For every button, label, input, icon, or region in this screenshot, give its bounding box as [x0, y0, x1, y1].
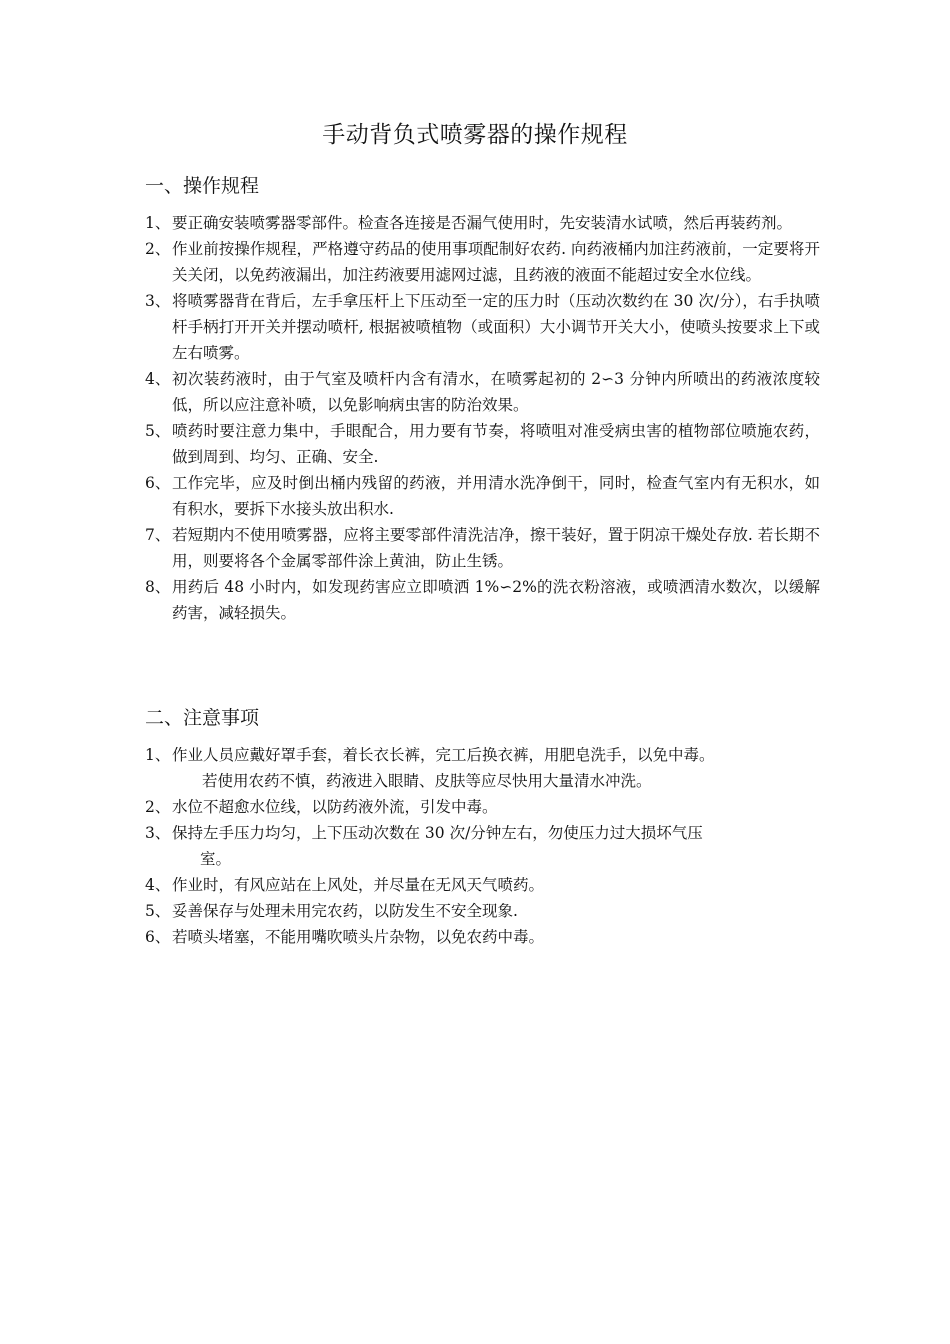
list-item: [145, 470, 820, 522]
item-number: 6、: [145, 474, 171, 492]
list-item: [145, 236, 820, 288]
list-item: [145, 872, 820, 898]
list-item: [145, 522, 820, 574]
item-text: 若短期内不使用喷雾器，应将主要零部件清洗洁净，擦干装好，置于阴凉干燥处存放. 若长期不用，则要将各个金属零部件涂上黄油，防止生锈。: [172, 526, 820, 570]
item-number: 5、: [145, 422, 171, 440]
item-number: 8、: [145, 578, 171, 596]
item-text: 作业时，有风应站在上风处，并尽量在无风天气喷药。: [172, 876, 545, 894]
item-text: 用药后 48 小时内，如发现药害应立即喷洒 1%∽2%的洗衣粉溶液，或喷洒清水数次，以缓解药害，减轻损失。: [172, 578, 820, 622]
item-number: 4、: [145, 370, 171, 388]
item-number: 4、: [145, 876, 171, 894]
list-item: [145, 366, 820, 418]
item-text: 作业前按操作规程，严格遵守药品的使用事项配制好农药. 向药液桶内加注药液前，一定要将开关关闭，以免药液漏出，加注药液要用滤网过滤，且药液的液面不能超过安全水位线。: [172, 240, 820, 284]
item-number: 1、: [145, 214, 171, 232]
item-number: 2、: [145, 798, 171, 816]
list-item: [145, 210, 820, 236]
item-text: 初次装药液时，由于气室及喷杆内含有清水，在喷雾起初的 2∽3 分钟内所喷出的药液浓度较低，所以应注意补喷，以免影响病虫害的防治效果。: [172, 370, 820, 414]
list-item: [145, 898, 820, 924]
item-text: 妥善保存与处理未用完农药，以防发生不安全现象.: [172, 902, 518, 920]
item-text: 保持左手压力均匀，上下压动次数在 30 次/分钟左右，勿使压力过大损坏气压: [172, 824, 703, 842]
item-continuation-text: 若使用农药不慎，药液进入眼睛、皮肤等应尽快用大量清水冲洗。: [202, 772, 652, 790]
section-heading-operation-rules: 一、操作规程: [145, 175, 260, 197]
item-text: 将喷雾器背在背后，左手拿压杆上下压动至一定的压力时（压动次数约在 30 次/分），右手执喷杆手柄打开开关并摆动喷杆, 根据被喷植物（或面积）大小调节开关大小，使喷头按要求上下或左右喷雾。: [172, 292, 820, 362]
list-item: [145, 574, 820, 626]
item-number: 6、: [145, 928, 171, 946]
document-title: 手动背负式喷雾器的操作规程: [322, 122, 628, 148]
item-number: 7、: [145, 526, 171, 544]
list-item: [145, 288, 820, 366]
item-text: 若喷头堵塞，不能用嘴吹喷头片杂物，以免农药中毒。: [172, 928, 545, 946]
item-number: 3、: [145, 292, 171, 310]
item-text: 喷药时要注意力集中，手眼配合，用力要有节奏，将喷咀对准受病虫害的植物部位喷施农药，做到周到、均匀、正确、安全.: [172, 422, 820, 466]
list-item: [145, 794, 820, 820]
list-item: [145, 418, 820, 470]
item-text: 水位不超愈水位线，以防药液外流，引发中毒。: [172, 798, 498, 816]
section-heading-precautions: 二、注意事项: [145, 707, 260, 729]
item-number: 1、: [145, 746, 171, 764]
item-number: 3、: [145, 824, 171, 842]
item-number: 2、: [145, 240, 171, 258]
precautions-list: [145, 742, 820, 950]
item-continuation-text: 室。: [200, 850, 232, 868]
list-item: [145, 924, 820, 950]
operation-rules-list: [145, 210, 820, 626]
item-text: 工作完毕，应及时倒出桶内残留的药液，并用清水洗净倒干，同时，检查气室内有无积水，如有积水，要拆下水接头放出积水.: [172, 474, 820, 518]
item-text: 要正确安装喷雾器零部件。检查各连接是否漏气使用时，先安装清水试喷，然后再装药剂。: [172, 214, 793, 232]
item-number: 5、: [145, 902, 171, 920]
list-item: [145, 742, 820, 794]
item-text: 作业人员应戴好罩手套，着长衣长裤，完工后换衣裤，用肥皂洗手，以免中毒。: [172, 746, 715, 764]
list-item: [145, 820, 820, 872]
